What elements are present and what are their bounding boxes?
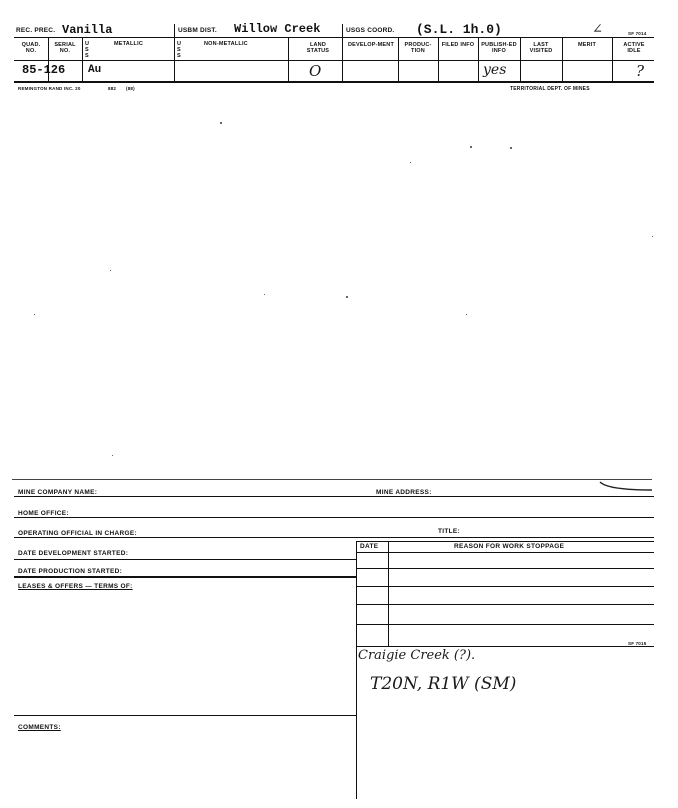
scan-speck (346, 296, 348, 298)
scan-speck (220, 122, 222, 124)
scan-speck (652, 236, 653, 237)
scan-speck (470, 146, 472, 148)
col-uss-a: U S S (85, 41, 90, 59)
quad-serial-value: 85-126 (22, 63, 66, 77)
scan-speck (112, 455, 113, 456)
corner-mark: ∠ (592, 22, 603, 37)
metallic-value: Au (88, 64, 102, 76)
col-production: PRODUC-TION (404, 42, 432, 54)
col-serial-no: SERIAL NO. (54, 42, 76, 54)
scan-speck (264, 294, 265, 295)
rule-official (14, 537, 654, 538)
divider (342, 24, 343, 81)
date-production-label: DATE PRODUCTION STARTED: (18, 568, 123, 575)
active-mark: ? (636, 62, 645, 80)
comments-label: COMMENTS: (18, 724, 61, 731)
published-value: yes (483, 62, 507, 78)
divider (288, 37, 289, 81)
department-label: TERRITORIAL DEPT. OF MINES (510, 86, 590, 92)
rule-home-office (14, 517, 654, 518)
col-metallic: METALLIC (114, 41, 143, 47)
col-published-info: PUBLISH-ED INFO (481, 42, 517, 54)
rule-stoppage-header (356, 552, 654, 553)
rule-stoppage-top (356, 541, 654, 542)
scan-speck (510, 147, 512, 149)
card-edge (12, 479, 652, 480)
stoppage-row-rule (356, 646, 654, 647)
scan-speck (110, 270, 111, 271)
date-development-label: DATE DEVELOPMENT STARTED: (18, 550, 129, 557)
divider (174, 24, 175, 81)
scan-speck (466, 314, 467, 315)
mine-company-label: MINE COMPANY NAME: (18, 489, 98, 496)
divider (562, 37, 563, 81)
col-last-visited: LAST VISITED (529, 42, 553, 54)
form-number-top: SF 7014 (628, 31, 647, 36)
divider (82, 37, 83, 81)
home-office-label: HOME OFFICE: (18, 510, 69, 517)
rule-date-dev (14, 559, 356, 560)
divider (438, 37, 439, 81)
rule-date-prod (14, 576, 356, 578)
form-number-bottom: SF 7015 (628, 641, 647, 646)
mine-address-label: MINE ADDRESS: (376, 489, 432, 496)
handwritten-location: Craigie Creek (?). (358, 648, 476, 663)
rule-comments (14, 715, 356, 716)
col-filed-info: FILED INFO (441, 42, 475, 48)
divider-left-right (356, 541, 357, 799)
code-b: (88) (126, 86, 135, 91)
col-merit: MERIT (577, 42, 597, 48)
scan-speck (410, 162, 411, 163)
date-col-label: DATE (360, 543, 379, 550)
title-label: TITLE: (438, 528, 461, 535)
column-header-bottom-rule (14, 60, 654, 61)
stoppage-row-rule (356, 624, 654, 625)
land-status-value: O (309, 62, 322, 80)
col-development: DEVELOP-MENT (347, 42, 395, 48)
usgs-coord-label: USGS COORD. (346, 27, 395, 34)
divider (478, 37, 479, 81)
divider-date-reason (388, 541, 389, 647)
rec-prec-value: Vanilla (62, 23, 113, 37)
header-bottom-rule (14, 37, 654, 38)
usbm-dist-label: USBM DIST. (178, 27, 217, 34)
stoppage-row-rule (356, 586, 654, 587)
handwritten-township: T20N, R1W (SM) (370, 674, 517, 694)
leases-label: LEASES & OFFERS — TERMS OF: (18, 583, 133, 590)
col-uss-b: U S S (177, 41, 182, 59)
usgs-coord-value: (S.L. 1h.0) (416, 22, 502, 37)
divider (398, 37, 399, 81)
col-non-metallic: NON-METALLIC (204, 41, 248, 47)
reason-col-label: REASON FOR WORK STOPPAGE (454, 543, 565, 550)
col-land-status: LAND STATUS (306, 42, 330, 54)
usbm-dist-value: Willow Creek (234, 22, 321, 36)
scan-speck (34, 314, 35, 315)
card-curl (598, 476, 654, 496)
divider (612, 37, 613, 81)
stoppage-row-rule (356, 568, 654, 569)
stoppage-row-rule (356, 604, 654, 605)
row-bottom-rule (14, 81, 654, 83)
code-a: 882 (108, 86, 117, 91)
operating-official-label: OPERATING OFFICIAL IN CHARGE: (18, 530, 137, 537)
col-active-idle: ACTIVE IDLE (623, 42, 645, 54)
col-quad-no: QUAD. NO. (21, 42, 41, 54)
rule-company (14, 496, 654, 497)
divider (520, 37, 521, 81)
rec-prec-label: REC. PREC. (16, 27, 56, 34)
printer-label: REMINGTON RAND INC. 20 (18, 86, 81, 91)
